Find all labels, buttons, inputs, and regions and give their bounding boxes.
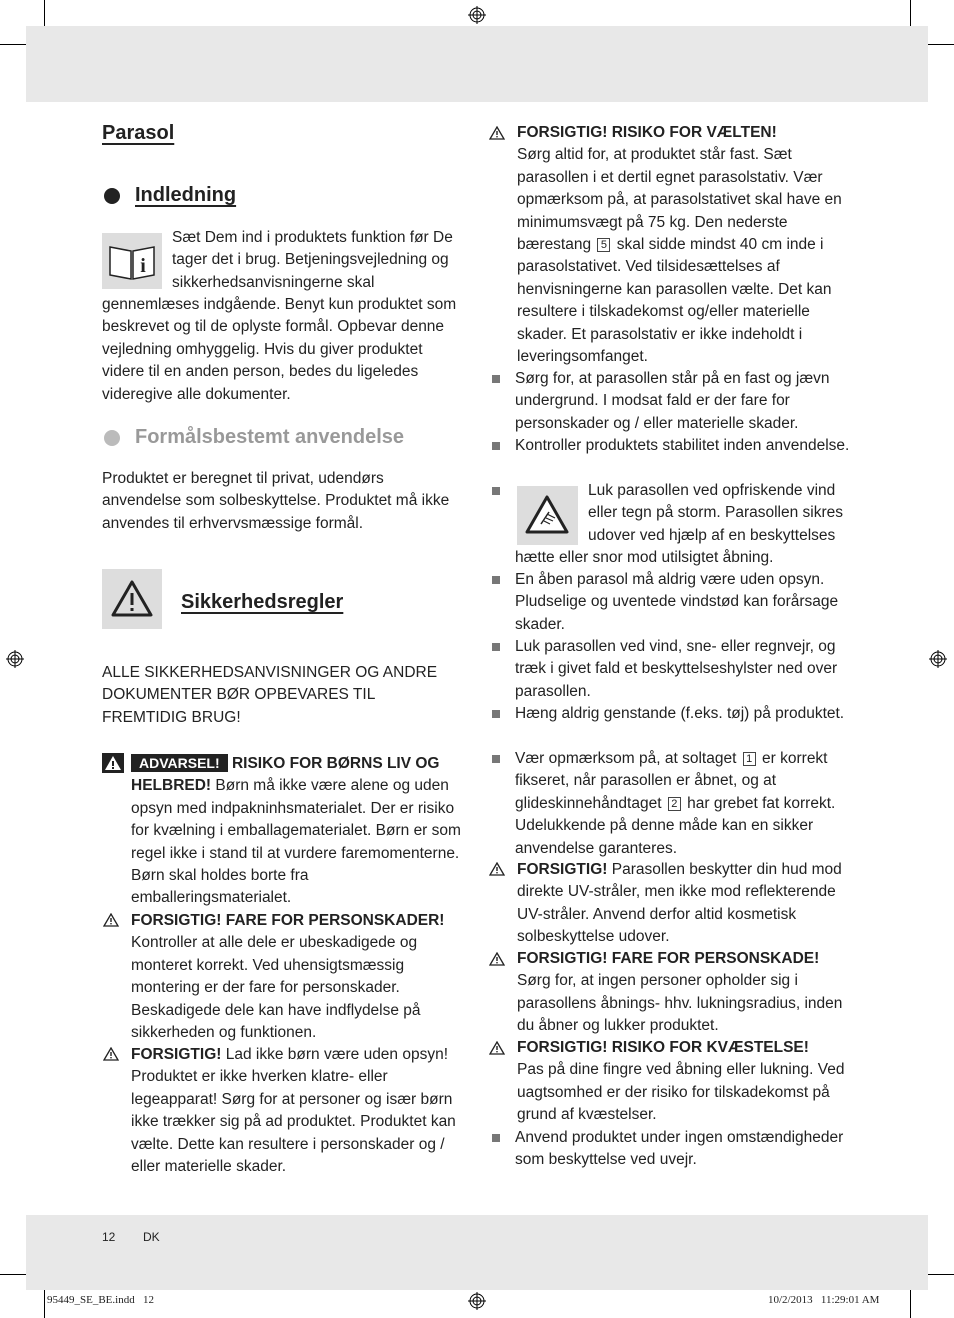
warning-person bbox=[517, 948, 857, 1038]
warning-injury bbox=[131, 910, 466, 1044]
bullet-text: Vær opmærksom på, at soltaget bbox=[515, 750, 737, 767]
warning-tipping bbox=[517, 122, 852, 368]
purpose-heading: Formålsbestemt anvendelse bbox=[135, 426, 404, 448]
warning-text: Kontroller at alle dele er ubeskadigede og monteret korrekt. Ved uhensigtsmæssig montering er der fare for personskader. Beskadigede dele kan have indflydelse på sikkerheden og funktionen. bbox=[131, 934, 421, 1042]
warning-children bbox=[131, 753, 466, 910]
purpose-text: Produktet er beregnet til privat, udendørs anvendelse som solbeskyttelse. Produktet må ikke anvendes til erhvervsmæssige formål. bbox=[102, 470, 450, 532]
bullet-item: Luk parasollen ved vind, sne- eller regnvejr, og træk i givet fald et beskyttelseshylster ned over parasollen. bbox=[515, 638, 838, 700]
caution-icon bbox=[489, 862, 505, 876]
bullet-item: Luk parasollen ved opfriskende vind eller tegn på storm. Parasollen sikres udover ved hjælp af en beskyttelses bbox=[588, 482, 844, 544]
registration-mark-icon bbox=[468, 1292, 486, 1310]
bullet-icon bbox=[492, 755, 500, 763]
bullet-item: Hæng aldrig genstande (f.eks. tøj) på produktet. bbox=[515, 705, 845, 722]
warning-filled-icon bbox=[102, 753, 124, 773]
caution-icon bbox=[103, 913, 119, 927]
crop-mark bbox=[910, 0, 911, 28]
warning-text: Sørg altid for, at produktet står fast. Sæt parasollen i et dertil egnet parasolstativ. Vær opmærksom på, at parasolstativet skal have en minimumsvægt på 75 kg. Den nederste bærestang bbox=[517, 146, 842, 254]
bullet-icon bbox=[492, 375, 500, 383]
bullet-item bbox=[515, 748, 855, 860]
caution-icon bbox=[489, 126, 505, 140]
crop-mark bbox=[0, 44, 28, 45]
bullet-item: En åben parasol må aldrig være uden opsyn. Pludselige og uventede vindstød kan forårsage skader. bbox=[515, 571, 839, 633]
language-code: DK bbox=[143, 1230, 160, 1244]
safety-caps-text: ALLE SIKKERHEDSANVISNINGER OG ANDRE DOKUMENTER BØR OPBEVARES TIL FREMTIDIG BRUG! bbox=[102, 664, 438, 726]
warning-uv bbox=[517, 859, 852, 949]
warning-text: Pas på dine fingre ved åbning eller lukning. Ved uagtsomhed er der risiko for tilskadekomst på grund af kvæstelser. bbox=[517, 1061, 845, 1124]
bullet-icon bbox=[492, 1134, 500, 1142]
bullet-text: har grebet fat korrekt. Udelukkende på denne måde kan en sikker anvendelse garanteres. bbox=[515, 794, 836, 857]
wind-warning-icon bbox=[517, 486, 578, 545]
bullet-item: Sørg for, at parasollen står på en fast og jævn undergrund. I modsat fald er der fare for personskader og / eller materielle skader. bbox=[515, 370, 830, 432]
crop-mark bbox=[926, 44, 954, 45]
warning-play bbox=[131, 1044, 467, 1178]
bullet-icon bbox=[492, 643, 500, 651]
bullet-text: er korrekt fikseret, når parasollen er åbnet, og at glideskinnehåndtaget bbox=[515, 750, 828, 812]
bullet-icon bbox=[492, 487, 500, 495]
bullet-item: Anvend produktet under ingen omstændigheder som beskyttelse ved uvejr. bbox=[515, 1129, 844, 1169]
intro-text-first: Sæt Dem ind i produktets funktion før De tager det i brug. Betjeningsvejledning og sikkerhedsanvisningerne skal bbox=[172, 229, 453, 291]
caution-icon bbox=[103, 1047, 119, 1061]
warning-pinch bbox=[517, 1037, 852, 1127]
advarsel-badge: ADVARSEL! bbox=[131, 754, 228, 772]
crop-mark bbox=[910, 1290, 911, 1318]
warning-bold: RISIKO FOR BØRNS LIV OG HELBRED! bbox=[131, 755, 440, 795]
caution-icon bbox=[489, 952, 505, 966]
part-number: 5 bbox=[597, 238, 610, 252]
warning-bold: FORSIGTIG! FARE FOR PERSONSKADER! bbox=[131, 912, 445, 929]
intro-heading: Indledning bbox=[135, 184, 237, 206]
bullet-item: Kontroller produktets stabilitet inden anvendelse. bbox=[515, 437, 850, 454]
registration-mark-icon bbox=[6, 650, 24, 668]
section-bullet-icon bbox=[104, 430, 120, 446]
header-band bbox=[26, 26, 928, 102]
page-title: Parasol bbox=[102, 122, 175, 144]
warning-bold: FORSIGTIG! RISIKO FOR KVÆSTELSE! bbox=[517, 1039, 809, 1056]
crop-mark bbox=[0, 1274, 28, 1275]
warning-text: Lad ikke børn være uden opsyn! Produktet er ikke hverken klatre- eller legeapparat! Sørg for at personer og især børn ikke trækker sig på ad produktet. Produktet kan vælte. Dette kan resultere i personskader og / eller materielle skader. bbox=[131, 1046, 456, 1176]
warning-bold: FORSIGTIG! bbox=[131, 1046, 222, 1063]
caution-icon bbox=[489, 1041, 505, 1055]
registration-mark-icon bbox=[929, 650, 947, 668]
warning-text: skal sidde mindst 40 cm inde i parasolstativet. Ved tilsidesættelses af henvisningerne kan parasollen vælte. Det kan resultere i tilskadekomst og/eller materielle skader. Et parasolstativ er ikke indeholdt i leveringsomfanget. bbox=[517, 236, 832, 366]
crop-mark bbox=[926, 1274, 954, 1275]
page-number: 12 bbox=[102, 1230, 116, 1244]
section-bullet-icon bbox=[104, 188, 120, 204]
warning-bold: FORSIGTIG! FARE FOR PERSONSKADE! bbox=[517, 950, 820, 967]
warning-bold: FORSIGTIG! bbox=[517, 861, 608, 878]
bullet-icon bbox=[492, 442, 500, 450]
registration-mark-icon bbox=[468, 6, 486, 24]
bullet-icon bbox=[492, 710, 500, 718]
warning-text: Parasollen beskytter din hud mod direkte UV-stråler, men ikke mod reflekterende UV-stråler. Anvend derfor altid kosmetisk solbeskyttelse udover. bbox=[517, 861, 842, 946]
crop-mark bbox=[44, 0, 45, 28]
slug-file: 95449_SE_BE.indd 12 bbox=[47, 1294, 154, 1306]
intro-text-rest: gennemlæses indgående. Benyt kun produktet som beskrevet og til de oplyste formål. Opbevar denne vejledning omhyggelig. Hvis du giver produktet videre til en anden person, bedes du ligeledes videregive alle dokumenter. bbox=[102, 296, 457, 403]
footer-band bbox=[26, 1215, 928, 1290]
warning-box-icon bbox=[102, 569, 162, 629]
safety-heading: Sikkerhedsregler bbox=[181, 591, 344, 613]
bullet-item-cont: hætte eller snor mod utilsigtet åbning. bbox=[515, 549, 774, 566]
svg-text:i: i bbox=[140, 255, 146, 277]
warning-text: Børn må ikke være alene og uden opsyn med indpakninhsmaterialet. Der er risiko for kvælning i emballagematerialet. Børn er som regel ikke i stand til at vurdere faremomenterne. Børn skal holdes borte fra emballeringsmaterialet. bbox=[131, 777, 461, 907]
warning-bold: FORSIGTIG! RISIKO FOR VÆLTEN! bbox=[517, 124, 777, 141]
part-number: 1 bbox=[743, 752, 756, 766]
warning-text: Sørg for, at ingen personer opholder sig i parasollens åbnings- hhv. lukningsradius, inden du åbner og lukker produktet. bbox=[517, 972, 843, 1035]
part-number: 2 bbox=[668, 797, 681, 811]
crop-mark bbox=[44, 1290, 45, 1318]
bullet-icon bbox=[492, 576, 500, 584]
info-book-icon bbox=[102, 233, 162, 289]
slug-date: 10/2/2013 11:29:01 AM bbox=[768, 1294, 880, 1306]
